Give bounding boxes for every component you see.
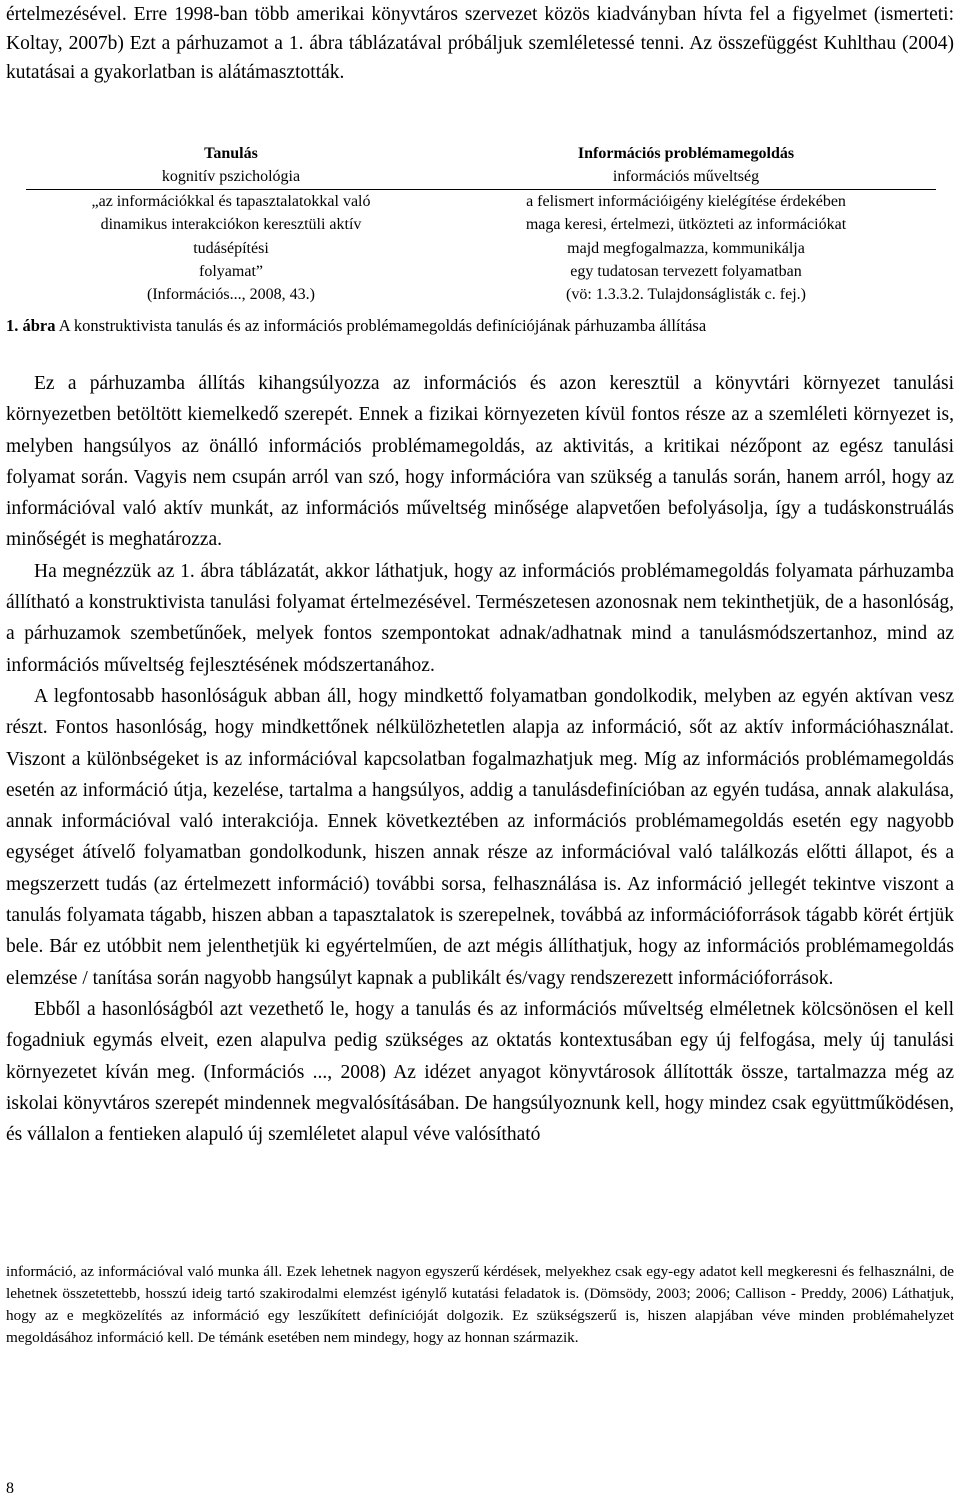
body-paragraph: Ha megnézzük az 1. ábra táblázatát, akkor láthatjuk, hogy az információs problémamegoldás folyamata párhuzamba állítható a konstruktivista tanulási folyamat értelmezésével. Természetesen azonosnak nem tekinthetjük, de a hasonlóság, a párhuzamok szembetűnőek, melyek fontos szempontokat adnak/adhatnak mind a tanulásmódszertanhoz, mind az információs műveltség fejlesztésének módszertanához. <box>6 560 954 676</box>
table-header-row <box>26 142 936 165</box>
table-cell-right: a felismert információigény kielégítése érdekében <box>526 192 846 210</box>
table-row <box>26 260 936 283</box>
table-cell-right: majd megfogalmazza, kommunikálja <box>567 239 805 257</box>
table-row <box>26 189 936 213</box>
comparison-figure <box>26 142 936 307</box>
table-cell-left: „az információkkal és tapasztalatokkal való <box>91 192 371 210</box>
table-cell-right: maga keresi, értelmezi, ütközteti az információkat <box>525 216 847 234</box>
footnote: információ, az információval való munka áll. Ezek lehetnek nagyon egyszerű kérdések, melyekhez csak egy-egy adatot kell megkeresni és felhasználni, de lehetnek összetettebb, hosszú ideig tartó szakirodalmi elemzést igénylő kutatási feladatok is. (Dömsödy, 2003; 2006; Callison - Preddy, 2006) Láthatjuk, hogy az e megközelítés az információ egy leszűkített definícióját dolgozik. Ez szükségszerű is, hiszen alapjában véve minden problémahelyzet megoldásához információ kell. De témánk esetében nem mindegy, hogy az honnan származik. <box>6 1263 954 1346</box>
figure-caption-label: 1. ábra <box>6 316 56 335</box>
comparison-table <box>26 142 936 307</box>
table-cell-right: (vö: 1.3.3.2. Tulajdonságlisták c. fej.) <box>566 286 806 304</box>
body-paragraph: Ez a párhuzamba állítás kihangsúlyozza az információs és azon keresztül a könyvtári környezet tanulási környezetben betöltött kiemelkedő szerepét. Ennek a fizikai környezeten kívül fontos része az a szemléleti környezet is, melyben hangsúlyos az önálló információs problémamegoldás, az aktivitás, a kritikai nézőpont az egész tanulási folyamat során. Vagyis nem csupán arról van szó, hogy információra van szükség a tanulás során, hanem arról, hogy az információval való aktív munkát, az információs műveltség minősége alapvetően befolyásolja, így a tudáskonstruálás minőségét is meghatározza. <box>6 373 954 551</box>
intro-paragraph: értelmezésével. Erre 1998-ban több amerikai könyvtáros szervezet közös kiadványban hívta fel a figyelmet (ismerteti: Koltay, 2007b) Ezt a párhuzamot a 1. ábra táblázatával próbáljuk szemléletessé tenni. Az összefüggést Kuhlthau (2004) kutatásai a gyakorlatban is alátámasztották. <box>6 4 954 83</box>
table-row <box>26 237 936 260</box>
table-row <box>26 283 936 306</box>
table-row <box>26 213 936 236</box>
figure-caption-text: A konstruktivista tanulás és az információs problémamegoldás definíciójának párhuzamba állítása <box>55 316 707 335</box>
table-cell-right: egy tudatosan tervezett folyamatban <box>570 263 802 281</box>
figure-caption <box>6 315 954 337</box>
table-cell-left: (Információs..., 2008, 43.) <box>147 286 315 304</box>
table-cell-left: tudásépítési <box>193 239 269 257</box>
table-cell-left: folyamat” <box>199 263 263 281</box>
right-column-title: Információs problémamegoldás <box>577 145 795 162</box>
body-paragraph: Ebből a hasonlóságból azt vezethető le, hogy a tanulás és az információs műveltség elméletnek kölcsönösen el kell fogadniuk egymás elveit, ezen alapulva pedig szükséges az oktatás kontextusában egy új felfogása, mely új tanulási környezetet kíván meg. (Információs ..., 2008) Az idézet anyagot könyvtárosok állították össze, tartalmazza még az iskolai könyvtáros szerepét mindennek megvalósításában. De hangsúlyoznunk kell, hogy mindez csak együttműködésen, és vállalon a fentieken alapuló új szemléletet alapul véve valósítható <box>6 998 954 1146</box>
table-cell-left: dinamikus interakciókon keresztüli aktív <box>100 216 362 234</box>
page-number: 8 <box>6 1480 14 1497</box>
table-subheader-row <box>26 165 936 189</box>
left-column-subtitle: kognitív pszichológia <box>26 165 436 189</box>
body-paragraph: A legfontosabb hasonlóságuk abban áll, hogy mindkettő folyamatban gondolkodik, melyben az egyén aktívan vesz részt. Fontos hasonlóság, hogy mindkettőnek nélkülözhetetlen alapja az információ, sőt az aktív információhasználat. Viszont a különbségeket is az információval kapcsolatban fogalmazhatjuk meg. Míg az információs problémamegoldás esetén az információ útja, kezelése, tartalma a hangsúlyos, addig a tanulásdefinícióban az egyén tudása, annak alakulása, annak információval való interakciója. Ennek következtében az információs problémamegoldás esetén egy nagyobb egységet átívelő folyamatban gondolkodunk, hiszen annak része az információval való találkozás előtti állapot, és a megszerzett tudás (az értelmezett információ) további sorsa, felhasználása is. Az információ jellegét tekintve viszont a tanulás folyamata tágabb, hiszen abban a tapasztalatok is szerepelnek, továbbá az információforrások tágabb körét értjük bele. Bár ez utóbbit nem jelenthetjük ki egyértelműen, de azt mégis állíthatjuk, hogy az információs problémamegoldás elemzése / tanítása során nagyobb hangsúlyt kapnak a publikált és/vagy rendszerezett információforrások. <box>6 685 954 989</box>
document-page <box>6 0 954 1497</box>
right-column-subtitle: információs műveltség <box>436 165 936 189</box>
left-column-title: Tanulás <box>204 145 258 162</box>
body-text <box>6 368 954 1150</box>
